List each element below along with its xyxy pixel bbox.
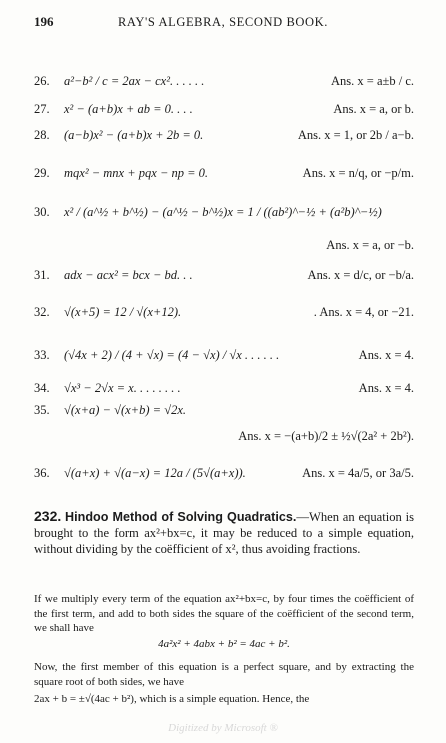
exercise-number: 30. bbox=[34, 205, 50, 219]
exercise-equation: x² − (a+b)x + ab = 0. . . . bbox=[64, 102, 193, 116]
section-number: 232. bbox=[34, 508, 62, 524]
section-intro: —When an equation is brought to the form ax²+bx=c, it may be reduced to a simple equation, without dividing by the coëfficient of x², thus avoiding fractions. bbox=[34, 510, 414, 557]
page-number: 196 bbox=[34, 14, 54, 29]
exercise-number: 26. bbox=[34, 74, 50, 88]
exercise-answer: Ans. x = 4a/5, or 3a/5. bbox=[302, 466, 414, 480]
exercise-equation: x² / (a^½ + b^½) − (a^½ − b^½)x = 1 / ((ab²)^−½ + (a²b)^−½) bbox=[64, 205, 382, 219]
exercise-equation: √x³ − 2√x = x. . . . . . . . bbox=[64, 381, 181, 395]
exercise-answer: Ans. x = −(a+b)/2 ± ½√(2a² + 2b²). bbox=[238, 429, 414, 443]
exercise-equation: √(x+a) − √(x+b) = √2x. bbox=[64, 403, 186, 417]
exercise-answer: Ans. x = d/c, or −b/a. bbox=[307, 268, 414, 282]
exercise-answer: Ans. x = a, or −b. bbox=[326, 238, 414, 252]
exercise-number: 28. bbox=[34, 128, 50, 142]
exercise-equation: √(a+x) + √(a−x) = 12a / (5√(a+x)). bbox=[64, 466, 246, 480]
exercise-equation: √(x+5) = 12 / √(x+12). bbox=[64, 305, 182, 319]
exercise-number: 35. bbox=[34, 403, 50, 417]
exercise-answer: Ans. x = n/q, or −p/m. bbox=[302, 166, 414, 180]
section-232 bbox=[34, 508, 414, 558]
exercise-number: 33. bbox=[34, 348, 50, 362]
exercise-answer: Ans. x = 4. bbox=[358, 381, 414, 395]
exercise-number: 32. bbox=[34, 305, 50, 319]
section-title: Hindoo Method of Solving Quadratics. bbox=[65, 510, 297, 524]
exercise-number: 36. bbox=[34, 466, 50, 480]
exercise-answer: Ans. x = a, or b. bbox=[333, 102, 414, 116]
exercise-number: 34. bbox=[34, 381, 50, 395]
page-header bbox=[0, 14, 446, 32]
paragraph-last-line: 2ax + b = ±√(4ac + b²), which is a simple equation. Hence, the bbox=[34, 693, 310, 705]
exercise-equation: (a−b)x² − (a+b)x + 2b = 0. bbox=[64, 128, 204, 142]
paragraph-multiply: If we multiply every term of the equation ax²+bx=c, by four times the coëfficient of the first term, and add to both sides the square of the coëfficient of the second term, we shall have bbox=[34, 593, 414, 634]
watermark: Digitized by Microsoft ® bbox=[168, 722, 278, 734]
paragraph-perfect-square: Now, the first member of this equation is a perfect square, and by extracting the square root of both sides, we have bbox=[34, 661, 414, 688]
exercise-answer: Ans. x = 1, or 2b / a−b. bbox=[297, 128, 414, 142]
exercise-equation: (√4x + 2) / (4 + √x) = (4 − √x) / √x . . . . . . bbox=[64, 348, 280, 362]
exercise-equation: mqx² − mnx + pqx − np = 0. bbox=[64, 166, 209, 180]
running-title: RAY'S ALGEBRA, SECOND BOOK. bbox=[117, 15, 329, 29]
exercise-equation: adx − acx² = bcx − bd. . . bbox=[64, 268, 193, 282]
exercise-equation: a²−b² / c = 2ax − cx². . . . . . bbox=[64, 74, 205, 88]
exercise-answer: Ans. x = a±b / c. bbox=[331, 74, 414, 88]
exercise-number: 29. bbox=[34, 166, 50, 180]
hindoo-equation: 4a²x² + 4abx + b² = 4ac + b². bbox=[158, 638, 290, 650]
exercise-number: 31. bbox=[34, 268, 50, 282]
exercise-answer: . Ans. x = 4, or −21. bbox=[313, 305, 414, 319]
exercise-answer: Ans. x = 4. bbox=[358, 348, 414, 362]
exercise-number: 27. bbox=[34, 102, 50, 116]
